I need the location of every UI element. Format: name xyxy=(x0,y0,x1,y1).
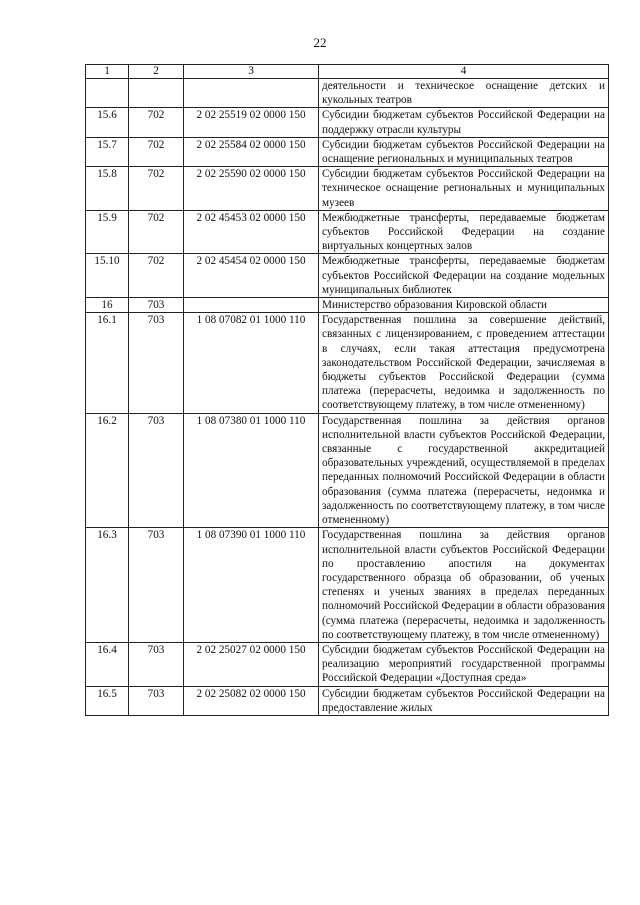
table-row xyxy=(86,108,609,137)
row-number: 16.3 xyxy=(86,528,129,643)
admin-code: 703 xyxy=(129,313,184,413)
admin-code: 703 xyxy=(129,686,184,715)
budget-classification-code: 2 02 45454 02 0000 150 xyxy=(184,254,319,298)
revenue-description: Государственная пошлина за действия органов исполнительной власти субъектов Российской Федерации, связанные с государственной аккредитацией образовательных учреждений, осуществляемой в пределах переданных полномочий Российской Федерации в области образования (сумма платежа (перерасчеты, недоимка и задолженность по соответствующему платежу, в том числе отмененному) xyxy=(319,413,609,528)
page-number: 22 xyxy=(313,35,327,50)
revenue-description: Субсидии бюджетам субъектов Российской Федерации на предоставление жилых xyxy=(319,686,609,715)
admin-code: 702 xyxy=(129,210,184,254)
revenue-description: Субсидии бюджетам субъектов Российской Федерации на техническое оснащение региональных и муниципальных музеев xyxy=(319,167,609,211)
row-number: 15.9 xyxy=(86,210,129,254)
revenue-description: Министерство образования Кировской области xyxy=(319,298,609,313)
revenue-description: Субсидии бюджетам субъектов Российской Федерации на поддержку отрасли культуры xyxy=(319,108,609,137)
budget-classification-code: 2 02 25584 02 0000 150 xyxy=(184,137,319,166)
budget-classification-code xyxy=(184,298,319,313)
revenue-description: Субсидии бюджетам субъектов Российской Федерации на оснащение региональных и муниципальных театров xyxy=(319,137,609,166)
admin-code xyxy=(129,79,184,108)
budget-classification-code: 1 08 07390 01 1000 110 xyxy=(184,528,319,643)
row-number: 16.2 xyxy=(86,413,129,528)
admin-code: 703 xyxy=(129,642,184,686)
table-row xyxy=(86,313,609,413)
header-col-1: 1 xyxy=(86,65,129,79)
admin-code: 702 xyxy=(129,167,184,211)
row-number: 16.4 xyxy=(86,642,129,686)
budget-classification-code: 2 02 25590 02 0000 150 xyxy=(184,167,319,211)
revenue-description: деятельности и техническое оснащение детских и кукольных театров xyxy=(319,79,609,108)
table-row xyxy=(86,642,609,686)
admin-code: 702 xyxy=(129,108,184,137)
revenue-description: Субсидии бюджетам субъектов Российской Федерации на реализацию мероприятий государственной программы Российской Федерации «Доступная среда» xyxy=(319,642,609,686)
header-col-4: 4 xyxy=(319,65,609,79)
table-row xyxy=(86,686,609,715)
row-number xyxy=(86,79,129,108)
table-row xyxy=(86,298,609,313)
budget-classification-code: 2 02 45453 02 0000 150 xyxy=(184,210,319,254)
budget-classification-code: 2 02 25519 02 0000 150 xyxy=(184,108,319,137)
row-number: 15.10 xyxy=(86,254,129,298)
admin-code: 703 xyxy=(129,528,184,643)
table-row xyxy=(86,167,609,211)
table-row xyxy=(86,254,609,298)
revenue-description: Государственная пошлина за совершение действий, связанных с лицензированием, с проведением аттестации в случаях, если такая аттестация предусмотрена законодательством Российской Федерации, зачисляемая в бюджеты субъектов Российской Федерации (сумма платежа (перерасчеты, недоимка и задолженность по соответствующему платежу, в том числе отмененному) xyxy=(319,313,609,413)
header-col-3: 3 xyxy=(184,65,319,79)
row-number: 15.8 xyxy=(86,167,129,211)
revenue-description: Межбюджетные трансферты, передаваемые бюджетам субъектов Российской Федерации на создание виртуальных концертных залов xyxy=(319,210,609,254)
table-row xyxy=(86,137,609,166)
budget-classification-code: 1 08 07082 01 1000 110 xyxy=(184,313,319,413)
budget-classification-code: 1 08 07380 01 1000 110 xyxy=(184,413,319,528)
table-row xyxy=(86,528,609,643)
admin-code: 703 xyxy=(129,413,184,528)
row-number: 15.7 xyxy=(86,137,129,166)
table-header-row xyxy=(86,65,609,79)
admin-code: 702 xyxy=(129,254,184,298)
row-number: 16 xyxy=(86,298,129,313)
header-col-2: 2 xyxy=(129,65,184,79)
budget-classification-code: 2 02 25082 02 0000 150 xyxy=(184,686,319,715)
admin-code: 703 xyxy=(129,298,184,313)
revenue-description: Межбюджетные трансферты, передаваемые бюджетам субъектов Российской Федерации на создание модельных муниципальных библиотек xyxy=(319,254,609,298)
row-number: 16.1 xyxy=(86,313,129,413)
revenue-classification-table xyxy=(85,64,609,716)
row-number: 16.5 xyxy=(86,686,129,715)
table-row xyxy=(86,79,609,108)
table-row xyxy=(86,210,609,254)
admin-code: 702 xyxy=(129,137,184,166)
table-row xyxy=(86,413,609,528)
row-number: 15.6 xyxy=(86,108,129,137)
budget-classification-code xyxy=(184,79,319,108)
budget-classification-code: 2 02 25027 02 0000 150 xyxy=(184,642,319,686)
revenue-description: Государственная пошлина за действия органов исполнительной власти субъектов Российской Федерации по проставлению апостиля на документах государственного образца об образовании, об ученых степенях и ученых званиях в пределах переданных полномочий Российской Федерации в области образования (сумма платежа (перерасчеты, недоимка и задолженность по соответствующему платежу, в том числе отмененному) xyxy=(319,528,609,643)
